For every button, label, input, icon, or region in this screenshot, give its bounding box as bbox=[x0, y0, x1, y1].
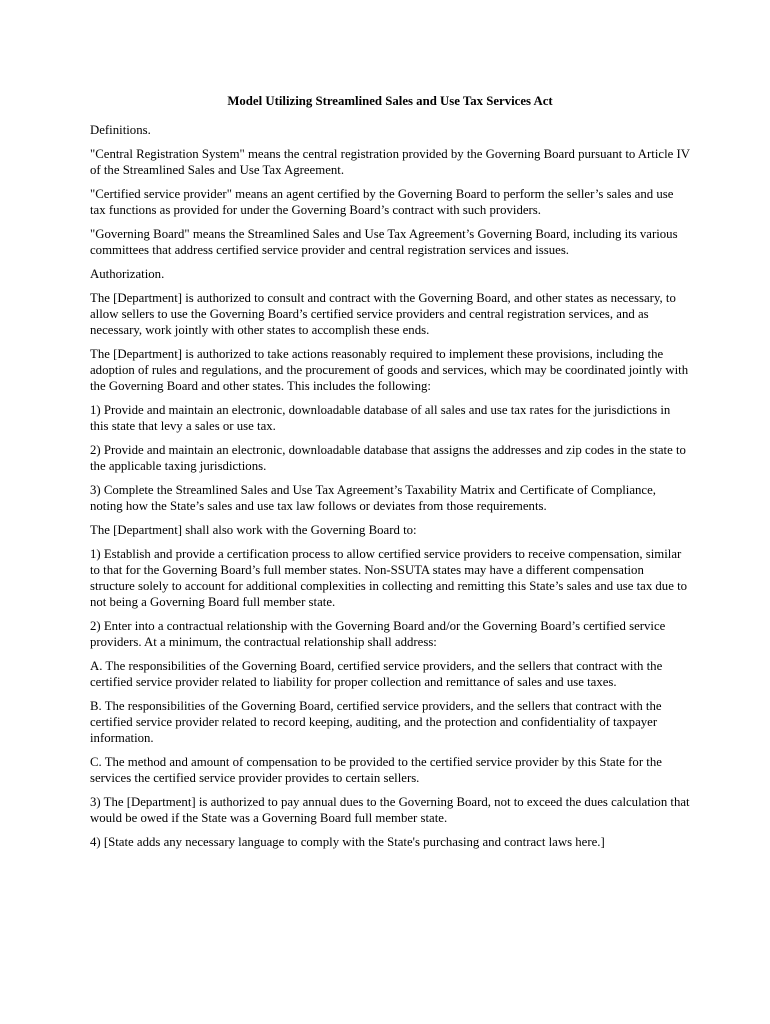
authorization-paragraph-actions: The [Department] is authorized to take actions reasonably required to implement these provisions, including the adoption of rules and regulations, and the procurement of goods and services, which may be coordinated jointly with the Governing Board and other states. This includes the following: bbox=[90, 347, 689, 393]
list-item-taxability-matrix: 3) Complete the Streamlined Sales and Use Tax Agreement’s Taxability Matrix and Certificate of Compliance, noting how the State’s sales and use tax law follows or deviates from those requirements. bbox=[90, 483, 656, 513]
list-item-certification-process: 1) Establish and provide a certification process to allow certified service providers to receive compensation, similar to that for the Governing Board’s full member states. Non-SSUTA states may have a different compensation structure solely to account for additional complexities in collecting and remitting this State’s sales and use tax due to not being a Governing Board full member state. bbox=[90, 547, 688, 609]
definition-certified-service-provider: "Certified service provider" means an agent certified by the Governing Board to perform the seller’s sales and use tax functions as provided for under the Governing Board’s contract with such providers. bbox=[90, 187, 674, 217]
authorization-paragraph-consult: The [Department] is authorized to consult and contract with the Governing Board, and other states as necessary, to allow sellers to use the Governing Board’s certified service providers and central registration services, and as necessary, work jointly with other states to accomplish these ends. bbox=[90, 291, 676, 337]
document-page bbox=[90, 93, 690, 858]
work-with-board-intro: The [Department] shall also work with the Governing Board to: bbox=[90, 523, 417, 537]
list-item-state-language: 4) [State adds any necessary language to comply with the State's purchasing and contract laws here.] bbox=[90, 835, 605, 849]
sub-item-b-record-keeping: B. The responsibilities of the Governing Board, certified service providers, and the sellers that contract with the certified service provider related to record keeping, auditing, and the protection and confidentiality of taxpayer information. bbox=[90, 699, 662, 745]
section-heading-authorization: Authorization. bbox=[90, 267, 165, 281]
section-heading-definitions: Definitions. bbox=[90, 123, 151, 137]
definition-governing-board: "Governing Board" means the Streamlined Sales and Use Tax Agreement’s Governing Board, including its various committees that address certified service provider and central registration services and issues. bbox=[90, 227, 678, 257]
list-item-annual-dues: 3) The [Department] is authorized to pay annual dues to the Governing Board, not to exceed the dues calculation that would be owed if the State was a Governing Board full member state. bbox=[90, 795, 690, 825]
sub-item-a-liability: A. The responsibilities of the Governing Board, certified service providers, and the sellers that contract with the certified service provider related to liability for proper collection and remittance of sales and use taxes. bbox=[90, 659, 663, 689]
definition-central-registration-system: "Central Registration System" means the central registration provided by the Governing Board pursuant to Article IV of the Streamlined Sales and Use Tax Agreement. bbox=[90, 147, 690, 177]
list-item-rates-database: 1) Provide and maintain an electronic, downloadable database of all sales and use tax rates for the jurisdictions in this state that levy a sales or use tax. bbox=[90, 403, 671, 433]
list-item-contractual-relationship: 2) Enter into a contractual relationship with the Governing Board and/or the Governing Board’s certified service providers. At a minimum, the contractual relationship shall address: bbox=[90, 619, 666, 649]
sub-item-c-compensation: C. The method and amount of compensation to be provided to the certified service provider by this State for the services the certified service provider provides to certain sellers. bbox=[90, 755, 662, 785]
list-item-address-database: 2) Provide and maintain an electronic, downloadable database that assigns the addresses and zip codes in the state to the applicable taxing jurisdictions. bbox=[90, 443, 686, 473]
document-title: Model Utilizing Streamlined Sales and Use Tax Services Act bbox=[227, 94, 553, 108]
